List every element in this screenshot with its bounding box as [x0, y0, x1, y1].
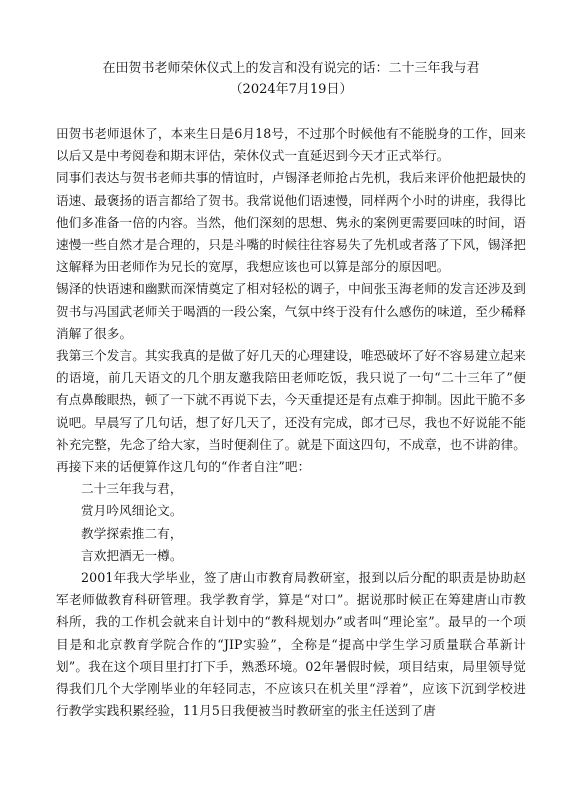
poem-line: 教学探索推二有，	[81, 525, 183, 541]
document-date: （2024年7月19日）	[229, 82, 353, 97]
paragraph: 锡泽的快语速和幽默而深情奠定了相对轻松的调子，中间张玉海老师的发言还涉及到贺书与冯国武老师关于喝酒的一段公案，气氛中终于没有什么感伤的味道，至少稀释消解了很多。	[56, 281, 526, 341]
document-body	[56, 123, 526, 722]
document-title: 在田贺书老师荣休仪式上的发言和没有说完的话：二十三年我与君	[102, 61, 480, 76]
paragraph: 2001年我大学毕业，签了唐山市教育局教研室，报到以后分配的职责是协助赵军老师做教育科研管理。我学教育学，算是“对口”。据说那时候正在筹建唐山市教科所，我的工作机会就来自计划中的“教科规划办”或者叫“理论室”。最早的一个项目是和北京教育学院合作的“JIP实验”，全称是“提高中学生学习质量联合革新计划”。我在这个项目里打打下手，熟悉环境。02年暑假时候，项目结束，局里领导觉得我们几个大学刚毕业的年轻同志，不应该只在机关里“浮着”，应该下沉到学校进行教学实践积累经验，11月5日我便被当时教研室的张主任送到了唐	[56, 570, 526, 719]
poem-line: 二十三年我与君，	[81, 481, 183, 497]
paragraph: 田贺书老师退休了，本来生日是6月18号，不过那个时候他有不能脱身的工作，回来以后又是中考阅卷和期末评估，荣休仪式一直延迟到今天才正式举行。	[56, 126, 526, 164]
paragraph: 我第三个发言。其实我真的是做了好几天的心理建设，唯恐破坏了好不容易建立起来的语境，前几天语文的几个朋友邀我陪田老师吃饭，我只说了一句“二十三年了”便有点鼻酸眼热，顿了一下就不再说下去，今天重提还是有点难于抑制。因此干脆不多说吧。早晨写了几句话，想了好几天了，还没有完成，郎才已尽，我也不好说能不能补充完整，先念了给大家，当时便刹住了。就是下面这四句，不成章，也不讲韵律。再接下来的话便算作这几句的“作者自注”吧：	[56, 348, 526, 475]
poem-line: 赏月吟风细论文。	[81, 503, 183, 519]
paragraph: 同事们表达与贺书老师共事的情谊时，卢锡泽老师抢占先机，我后来评价他把最快的语速、最褒扬的语言都给了贺书。我常说他们语速慢，同样两个小时的讲座，我得比他们多准备一倍的内容。当然，他们深刻的思想、隽永的案例更需要回味的时间，语速慢一些自然才是合理的，只是斗嘴的时候往往容易失了先机或者落了下风，锡泽把这解释为田老师作为兄长的宽厚，我想应该也可以算是部分的原因吧。	[56, 170, 526, 275]
poem-line: 言欢把酒无一樽。	[81, 547, 183, 563]
